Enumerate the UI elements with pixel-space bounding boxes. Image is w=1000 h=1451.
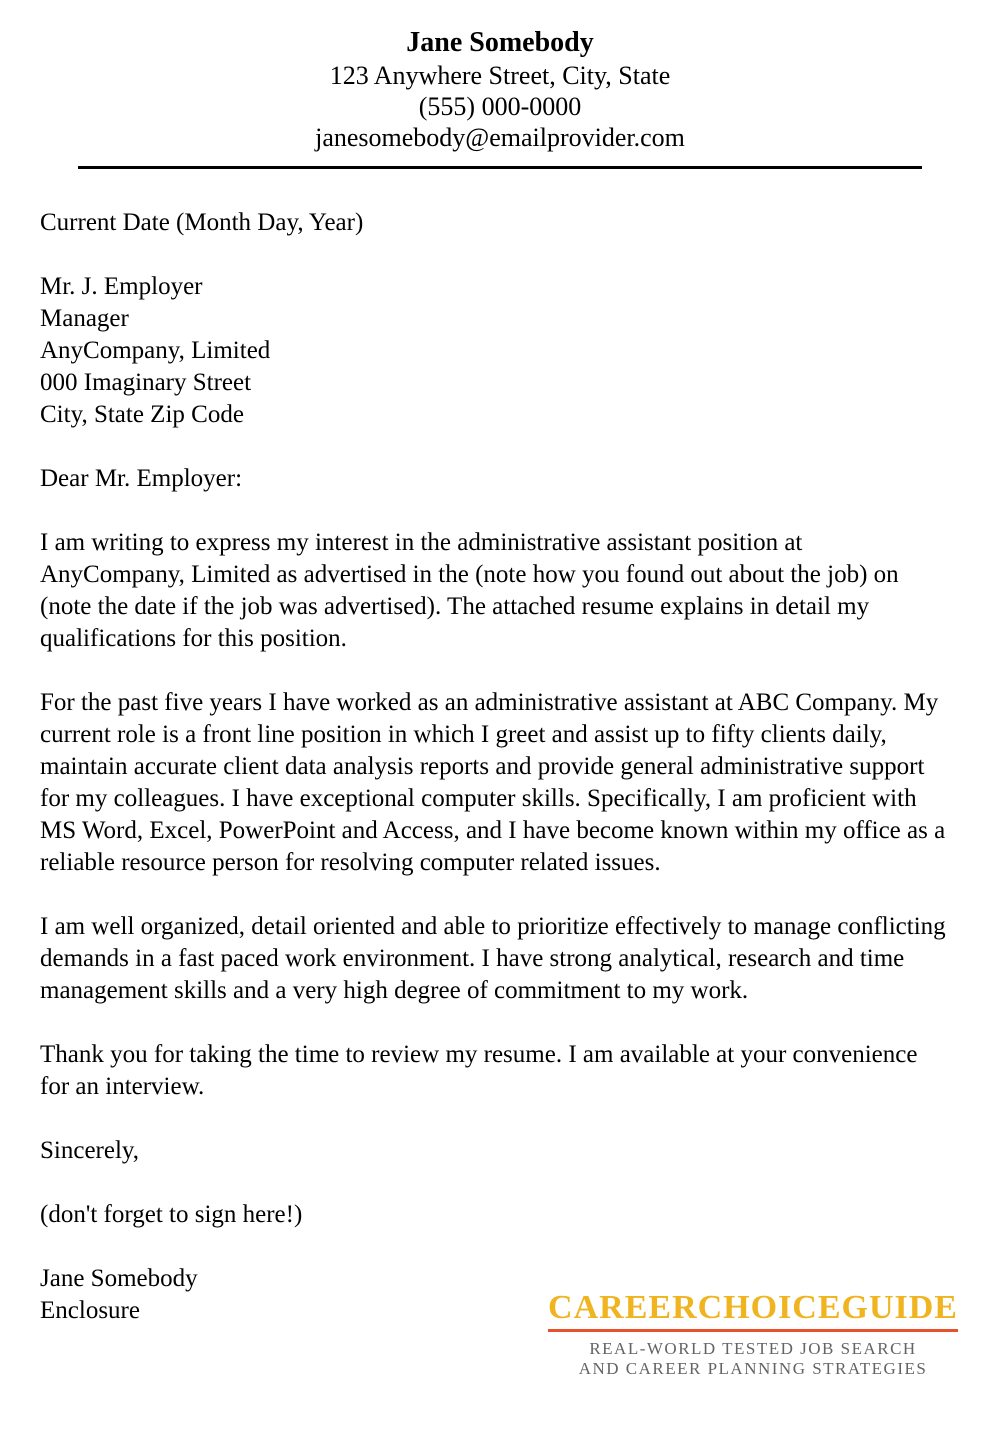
body-paragraph-1: I am writing to express my interest in the administrative assistant position at AnyCompany, Limited as advertised in the (note how you found out about the job) on (note the date if the job was advertised). The attached resume explains in detail my qualifications for this position.: [40, 529, 899, 652]
logo-tagline-line-1: REAL-WORLD TESTED JOB SEARCH: [589, 1339, 917, 1358]
recipient-name: Mr. J. Employer: [40, 273, 203, 300]
body-paragraph-2: For the past five years I have worked as an administrative assistant at ABC Company. My current role is a front line position in which I greet and assist up to fifty clients daily, maintain accurate client data analysis reports and provide general administrative support for my colleagues. I have exceptional computer skills. Specifically, I am proficient with MS Word, Excel, PowerPoint and Access, and I have become known within my office as a reliable resource person for resolving computer related issues.: [40, 689, 946, 876]
sender-email: janesomebody@emailprovider.com: [315, 123, 685, 152]
body-paragraph-3: I am well organized, detail oriented and able to prioritize effectively to manage conflicting demands in a fast paced work environment. I have strong analytical, research and time management skills and a very high degree of commitment to my work.: [40, 913, 946, 1004]
recipient-company: AnyCompany, Limited: [40, 337, 271, 364]
enclosure-note: Enclosure: [40, 1297, 140, 1324]
salutation: Dear Mr. Employer:: [40, 465, 243, 492]
sender-phone: (555) 000-0000: [418, 92, 582, 121]
letter-body: [40, 207, 948, 1327]
logo-tagline-line-2: AND CAREER PLANNING STRATEGIES: [578, 1359, 928, 1378]
letterhead-divider: [78, 166, 922, 169]
body-paragraph-4: Thank you for taking the time to review my resume. I am available at your convenience for an interview.: [40, 1041, 918, 1100]
recipient-block: [40, 271, 948, 431]
recipient-street: 000 Imaginary Street: [40, 369, 252, 396]
recipient-city-state-zip: City, State Zip Code: [40, 401, 244, 428]
sender-address: 123 Anywhere Street, City, State: [329, 61, 671, 90]
signature-note: (don't forget to sign here!): [40, 1201, 303, 1228]
signature-name: Jane Somebody: [40, 1265, 198, 1292]
careerchoiceguide-logo: [548, 1290, 958, 1379]
date-line: Current Date (Month Day, Year): [40, 209, 364, 236]
recipient-title: Manager: [40, 305, 129, 332]
logo-tagline: [548, 1339, 958, 1379]
letterhead: [0, 0, 1000, 169]
closing: Sincerely,: [40, 1137, 140, 1164]
sender-name: Jane Somebody: [406, 27, 594, 58]
logo-wordmark: CAREERCHOICEGUIDE: [548, 1290, 958, 1332]
